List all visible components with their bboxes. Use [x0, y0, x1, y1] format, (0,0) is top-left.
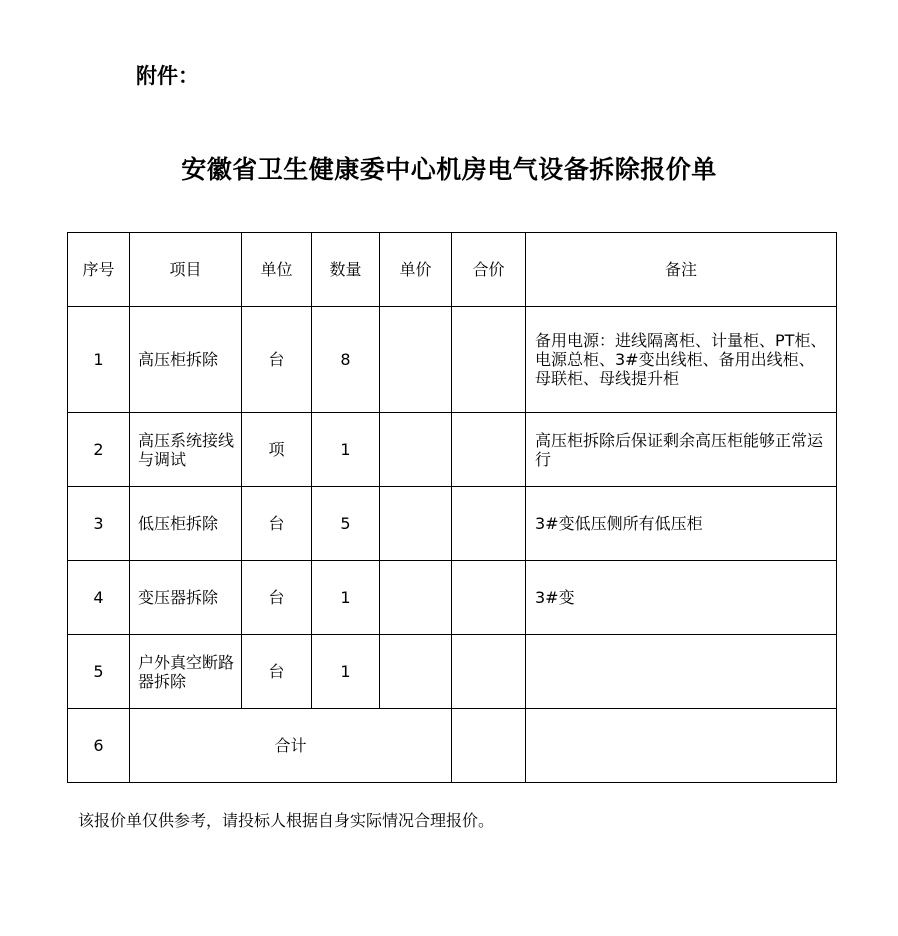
cell-seq: 3	[68, 487, 130, 561]
footer-note: 该报价单仅供参考，请投标人根据自身实际情况合理报价。	[78, 811, 495, 830]
cell-unit-price	[380, 635, 452, 709]
cell-unit: 台	[242, 307, 312, 413]
cell-seq: 5	[68, 635, 130, 709]
cell-item: 户外真空断路器拆除	[130, 635, 242, 709]
attachment-label: 附件：	[136, 64, 199, 88]
cell-remarks: 3#变	[526, 561, 837, 635]
total-row	[68, 709, 837, 783]
cell-qty: 5	[312, 487, 380, 561]
cell-seq: 1	[68, 307, 130, 413]
cell-seq: 2	[68, 413, 130, 487]
cell-unit: 台	[242, 561, 312, 635]
cell-total-price	[452, 487, 526, 561]
cell-total-price	[452, 561, 526, 635]
cell-unit-price	[380, 307, 452, 413]
total-remarks-cell	[526, 709, 837, 783]
cell-qty: 1	[312, 635, 380, 709]
document-title: 安徽省卫生健康委中心机房电气设备拆除报价单	[181, 155, 717, 184]
cell-remarks: 备用电源：进线隔离柜、计量柜、PT柜、电源总柜、3#变出线柜、备用出线柜、母联柜、母线提升柜	[526, 307, 837, 413]
header-total-price: 合价	[452, 233, 526, 307]
cell-qty: 8	[312, 307, 380, 413]
cell-unit-price	[380, 487, 452, 561]
cell-remarks: 高压柜拆除后保证剩余高压柜能够正常运行	[526, 413, 837, 487]
cell-total-price	[452, 413, 526, 487]
cell-unit-price	[380, 561, 452, 635]
table-row	[68, 307, 837, 413]
header-seq: 序号	[68, 233, 130, 307]
cell-item: 变压器拆除	[130, 561, 242, 635]
cell-seq: 4	[68, 561, 130, 635]
header-qty: 数量	[312, 233, 380, 307]
total-label: 合计	[130, 709, 452, 783]
cell-unit: 台	[242, 635, 312, 709]
cell-item: 高压柜拆除	[130, 307, 242, 413]
header-item: 项目	[130, 233, 242, 307]
total-seq: 6	[68, 709, 130, 783]
total-price-cell	[452, 709, 526, 783]
quote-table	[67, 232, 837, 783]
header-unit-price: 单价	[380, 233, 452, 307]
table-row	[68, 487, 837, 561]
table-header-row	[68, 233, 837, 307]
table-row	[68, 413, 837, 487]
cell-item: 低压柜拆除	[130, 487, 242, 561]
cell-item: 高压系统接线与调试	[130, 413, 242, 487]
cell-remarks	[526, 635, 837, 709]
cell-unit-price	[380, 413, 452, 487]
cell-qty: 1	[312, 561, 380, 635]
table-row	[68, 561, 837, 635]
header-unit: 单位	[242, 233, 312, 307]
header-remarks: 备注	[526, 233, 837, 307]
cell-unit: 台	[242, 487, 312, 561]
cell-unit: 项	[242, 413, 312, 487]
cell-total-price	[452, 307, 526, 413]
cell-remarks: 3#变低压侧所有低压柜	[526, 487, 837, 561]
cell-qty: 1	[312, 413, 380, 487]
cell-total-price	[452, 635, 526, 709]
table-row	[68, 635, 837, 709]
